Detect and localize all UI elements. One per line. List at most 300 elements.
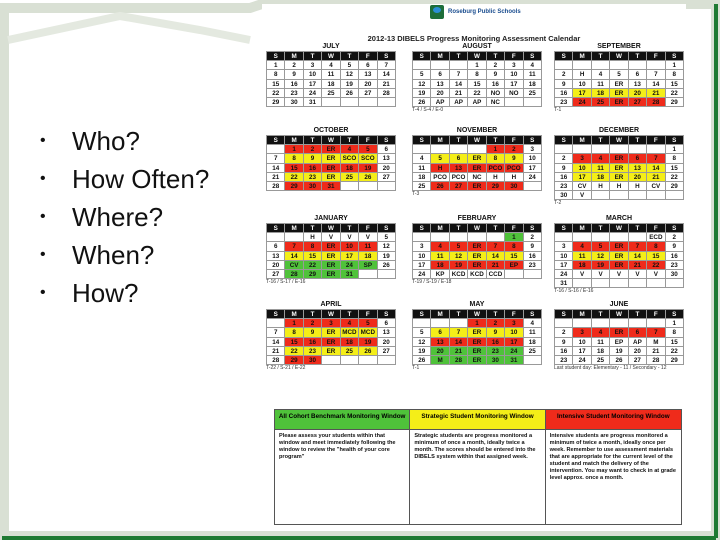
month-september: [554, 42, 684, 114]
weekday-header: T: [341, 136, 359, 145]
day-cell: 22: [285, 173, 303, 182]
weekday-header: T: [629, 52, 647, 61]
day-cell: 23: [285, 89, 303, 98]
day-cell: 29: [666, 98, 684, 107]
day-cell: 13: [359, 70, 377, 79]
day-cell: MCD: [341, 328, 359, 337]
day-cell: 17: [413, 261, 431, 270]
day-cell: [413, 145, 431, 154]
month-grid: [266, 51, 396, 107]
day-cell: 9: [524, 242, 542, 251]
day-cell: PCO: [487, 164, 505, 173]
day-cell: 11: [413, 164, 431, 173]
list-item: [40, 236, 209, 274]
weekday-header: T: [592, 136, 610, 145]
day-cell: 31: [304, 98, 322, 107]
month-note: T-22 / S-21 / E-22: [266, 365, 306, 372]
day-cell: 23: [555, 356, 573, 365]
weekday-header: S: [524, 52, 542, 61]
day-cell: [592, 233, 610, 242]
month-january: [266, 214, 396, 286]
day-cell: [413, 319, 431, 328]
day-cell: 28: [647, 98, 665, 107]
day-cell: [666, 279, 684, 288]
day-cell: 20: [267, 261, 285, 270]
day-cell: 3: [322, 319, 340, 328]
day-cell: 1: [468, 319, 486, 328]
day-cell: 5: [413, 328, 431, 337]
day-cell: [573, 61, 591, 70]
weekday-header: S: [413, 224, 431, 233]
day-cell: 27: [267, 270, 285, 279]
day-cell: 2: [487, 319, 505, 328]
day-cell: 26: [413, 98, 431, 107]
day-cell: V: [629, 270, 647, 279]
day-cell: H: [431, 164, 449, 173]
day-cell: [647, 61, 665, 70]
day-cell: [341, 98, 359, 107]
day-cell: 2: [487, 61, 505, 70]
month-name: FEBRUARY: [457, 215, 497, 222]
day-cell: 14: [487, 252, 505, 261]
month-name: MAY: [469, 301, 485, 308]
day-cell: 11: [592, 80, 610, 89]
day-cell: 21: [487, 261, 505, 270]
day-cell: 3: [555, 242, 573, 251]
day-cell: 19: [592, 261, 610, 270]
day-cell: 10: [573, 338, 591, 347]
month-note: T-16 / S-17 / E-16: [266, 279, 306, 286]
weekday-header: S: [413, 136, 431, 145]
bullet-icon: •: [40, 246, 46, 263]
day-cell: 28: [450, 356, 468, 365]
day-cell: 18: [592, 89, 610, 98]
day-cell: 8: [487, 154, 505, 163]
day-cell: [629, 319, 647, 328]
day-cell: ER: [322, 252, 340, 261]
day-cell: 9: [487, 328, 505, 337]
day-cell: [505, 270, 523, 279]
weekday-header: T: [592, 224, 610, 233]
day-cell: 27: [378, 347, 396, 356]
day-cell: 12: [592, 252, 610, 261]
day-cell: ER: [468, 242, 486, 251]
month-note: T-4 / S-4 / E-0: [412, 107, 444, 114]
day-cell: [610, 319, 628, 328]
day-cell: 12: [413, 338, 431, 347]
day-cell: 10: [304, 70, 322, 79]
day-cell: 20: [629, 347, 647, 356]
day-cell: 22: [304, 261, 322, 270]
day-cell: [610, 145, 628, 154]
day-cell: 9: [304, 154, 322, 163]
weekday-header: T: [450, 52, 468, 61]
day-cell: 23: [304, 173, 322, 182]
day-cell: 18: [592, 347, 610, 356]
day-cell: 24: [573, 98, 591, 107]
day-cell: 11: [573, 252, 591, 261]
day-cell: 23: [555, 182, 573, 191]
day-cell: 6: [431, 70, 449, 79]
day-cell: 4: [431, 242, 449, 251]
bullet-text: Who?: [72, 125, 140, 156]
day-cell: 15: [666, 80, 684, 89]
day-cell: 26: [378, 261, 396, 270]
weekday-header: M: [431, 52, 449, 61]
day-cell: 17: [573, 173, 591, 182]
day-cell: 27: [450, 182, 468, 191]
month-name: JULY: [322, 43, 340, 50]
day-cell: 4: [413, 154, 431, 163]
legend-benchmark: [275, 410, 410, 524]
weekday-header: S: [267, 310, 285, 319]
day-cell: 11: [359, 242, 377, 251]
weekday-header: S: [555, 136, 573, 145]
day-cell: 26: [359, 173, 377, 182]
day-cell: [359, 182, 377, 191]
day-cell: 29: [267, 98, 285, 107]
day-cell: 2: [304, 319, 322, 328]
weekday-header: W: [468, 310, 486, 319]
day-cell: [555, 233, 573, 242]
day-cell: [629, 191, 647, 200]
day-cell: [267, 233, 285, 242]
day-cell: 15: [666, 338, 684, 347]
day-cell: 29: [285, 356, 303, 365]
day-cell: [666, 191, 684, 200]
day-cell: H: [304, 233, 322, 242]
day-cell: V: [341, 233, 359, 242]
day-cell: 3: [413, 242, 431, 251]
day-cell: V: [573, 191, 591, 200]
day-cell: [341, 356, 359, 365]
day-cell: 21: [378, 80, 396, 89]
weekday-header: W: [610, 136, 628, 145]
day-cell: ER: [322, 164, 340, 173]
day-cell: M: [431, 356, 449, 365]
day-cell: 5: [378, 233, 396, 242]
month-name: APRIL: [320, 301, 342, 308]
day-cell: 26: [431, 182, 449, 191]
day-cell: 7: [285, 242, 303, 251]
day-cell: [378, 182, 396, 191]
day-cell: 27: [629, 356, 647, 365]
day-cell: 30: [285, 98, 303, 107]
day-cell: 5: [610, 70, 628, 79]
day-cell: 20: [431, 347, 449, 356]
day-cell: [378, 270, 396, 279]
day-cell: EP: [610, 338, 628, 347]
day-cell: [450, 319, 468, 328]
legend-title: All Cohort Benchmark Monitoring Window: [275, 410, 409, 430]
bullet-icon: •: [40, 208, 46, 225]
day-cell: 24: [573, 356, 591, 365]
day-cell: 3: [505, 319, 523, 328]
day-cell: [573, 279, 591, 288]
day-cell: ER: [610, 80, 628, 89]
weekday-header: M: [573, 310, 591, 319]
day-cell: 29: [487, 182, 505, 191]
bullet-text: When?: [72, 239, 155, 270]
day-cell: 2: [555, 328, 573, 337]
legend-text: Intensive students are progress monitored a minimum of twice a month, ideally once per week. Remember to use assessment materials that are appropriate for the current level of the student and match the delivery of the intervention. You may want to check in at grade level approx. once a month.: [549, 433, 676, 481]
day-cell: AP: [468, 98, 486, 107]
day-cell: 10: [341, 242, 359, 251]
day-cell: 16: [304, 164, 322, 173]
day-cell: 21: [450, 89, 468, 98]
day-cell: 13: [629, 164, 647, 173]
day-cell: 29: [285, 182, 303, 191]
day-cell: [629, 233, 647, 242]
day-cell: V: [359, 233, 377, 242]
day-cell: 30: [505, 182, 523, 191]
day-cell: 7: [378, 61, 396, 70]
weekday-header: T: [629, 224, 647, 233]
day-cell: 11: [524, 70, 542, 79]
weekday-header: S: [524, 224, 542, 233]
day-cell: [610, 279, 628, 288]
day-cell: 19: [610, 347, 628, 356]
weekday-header: S: [267, 136, 285, 145]
day-cell: 25: [524, 89, 542, 98]
day-cell: 30: [304, 356, 322, 365]
day-cell: 22: [285, 347, 303, 356]
day-cell: AP: [450, 98, 468, 107]
day-cell: 5: [341, 61, 359, 70]
month-june: [554, 300, 684, 372]
day-cell: NO: [487, 89, 505, 98]
day-cell: ER: [468, 252, 486, 261]
day-cell: 18: [592, 173, 610, 182]
day-cell: 8: [468, 70, 486, 79]
month-name: JUNE: [609, 301, 629, 308]
day-cell: 14: [647, 80, 665, 89]
day-cell: 8: [285, 154, 303, 163]
day-cell: NO: [505, 89, 523, 98]
day-cell: 18: [524, 80, 542, 89]
day-cell: [322, 356, 340, 365]
day-cell: [524, 270, 542, 279]
day-cell: 15: [647, 252, 665, 261]
day-cell: 23: [304, 347, 322, 356]
day-cell: 21: [267, 173, 285, 182]
day-cell: 11: [431, 252, 449, 261]
day-cell: 20: [359, 80, 377, 89]
day-cell: ER: [468, 261, 486, 270]
month-note: T-16 / S-16 / E-16: [554, 288, 594, 295]
day-cell: 23: [666, 261, 684, 270]
day-cell: ER: [322, 347, 340, 356]
day-cell: [592, 279, 610, 288]
day-cell: 10: [573, 164, 591, 173]
day-cell: 9: [555, 164, 573, 173]
day-cell: 14: [267, 338, 285, 347]
day-cell: 7: [267, 154, 285, 163]
day-cell: [524, 182, 542, 191]
day-cell: 15: [285, 164, 303, 173]
month-december: [554, 126, 684, 207]
day-cell: ER: [610, 98, 628, 107]
day-cell: [592, 145, 610, 154]
day-cell: 7: [487, 242, 505, 251]
day-cell: 1: [285, 319, 303, 328]
weekday-header: T: [450, 224, 468, 233]
day-cell: 17: [524, 164, 542, 173]
legend-text: Please assess your students within that window and meet immediately following the window to review the "health of your core program": [279, 433, 396, 460]
day-cell: 10: [505, 328, 523, 337]
day-cell: [629, 61, 647, 70]
weekday-header: T: [304, 136, 322, 145]
day-cell: 17: [505, 80, 523, 89]
month-grid: [412, 51, 542, 107]
day-cell: 16: [555, 347, 573, 356]
question-list: [40, 122, 209, 312]
day-cell: 3: [505, 61, 523, 70]
weekday-header: F: [505, 310, 523, 319]
bullet-icon: •: [40, 132, 46, 149]
day-cell: [573, 319, 591, 328]
day-cell: 19: [413, 347, 431, 356]
weekday-header: M: [431, 310, 449, 319]
weekday-header: W: [610, 52, 628, 61]
calendar-title: 2012-13 DIBELS Progress Monitoring Assessment Calendar: [367, 34, 581, 43]
day-cell: 6: [629, 70, 647, 79]
month-grid: [554, 135, 684, 200]
day-cell: 19: [450, 261, 468, 270]
month-november: [412, 126, 542, 198]
day-cell: 2: [304, 145, 322, 154]
weekday-header: T: [304, 52, 322, 61]
day-cell: 15: [285, 338, 303, 347]
day-cell: 30: [666, 270, 684, 279]
weekday-header: M: [285, 52, 303, 61]
day-cell: 24: [341, 261, 359, 270]
weekday-header: T: [450, 310, 468, 319]
day-cell: 1: [666, 145, 684, 154]
day-cell: 1: [468, 61, 486, 70]
day-cell: 31: [341, 270, 359, 279]
day-cell: 20: [378, 164, 396, 173]
day-cell: [524, 356, 542, 365]
day-cell: 4: [592, 154, 610, 163]
day-cell: 6: [450, 154, 468, 163]
day-cell: 7: [629, 242, 647, 251]
weekday-header: S: [666, 52, 684, 61]
day-cell: 23: [524, 261, 542, 270]
day-cell: 10: [555, 252, 573, 261]
day-cell: 22: [666, 347, 684, 356]
day-cell: 12: [413, 80, 431, 89]
day-cell: 6: [378, 319, 396, 328]
month-may: [412, 300, 542, 372]
day-cell: 21: [647, 173, 665, 182]
day-cell: 30: [487, 356, 505, 365]
day-cell: 22: [267, 89, 285, 98]
day-cell: NC: [487, 98, 505, 107]
weekday-header: F: [647, 52, 665, 61]
day-cell: 21: [629, 261, 647, 270]
weekday-header: F: [359, 224, 377, 233]
day-cell: 10: [413, 252, 431, 261]
day-cell: 19: [413, 89, 431, 98]
day-cell: 7: [647, 328, 665, 337]
day-cell: [359, 270, 377, 279]
day-cell: KP: [431, 270, 449, 279]
month-grid: [554, 309, 684, 365]
day-cell: 6: [267, 242, 285, 251]
day-cell: 18: [341, 338, 359, 347]
day-cell: 8: [666, 70, 684, 79]
day-cell: [322, 98, 340, 107]
day-cell: [431, 61, 449, 70]
day-cell: 28: [267, 182, 285, 191]
day-cell: 9: [666, 242, 684, 251]
day-cell: 18: [322, 80, 340, 89]
weekday-header: T: [341, 52, 359, 61]
day-cell: 6: [629, 328, 647, 337]
month-grid: [412, 223, 542, 279]
day-cell: SCO: [359, 154, 377, 163]
day-cell: ER: [322, 261, 340, 270]
day-cell: 26: [610, 356, 628, 365]
day-cell: 15: [468, 80, 486, 89]
day-cell: 24: [524, 173, 542, 182]
day-cell: PCO: [450, 173, 468, 182]
day-cell: 10: [505, 70, 523, 79]
month-name: OCTOBER: [313, 127, 349, 134]
weekday-header: S: [555, 310, 573, 319]
list-item: [40, 160, 209, 198]
legend-text: Strategic students are progress monitored a minimum of once a month, ideally twice a month. The scores should be entered into the DIBELS system within that assigned week.: [414, 433, 536, 460]
day-cell: 17: [573, 89, 591, 98]
day-cell: 19: [341, 80, 359, 89]
day-cell: ER: [610, 154, 628, 163]
day-cell: 18: [431, 261, 449, 270]
day-cell: [592, 61, 610, 70]
day-cell: 9: [505, 154, 523, 163]
day-cell: 1: [267, 61, 285, 70]
day-cell: 12: [450, 252, 468, 261]
day-cell: 7: [267, 328, 285, 337]
day-cell: 5: [431, 154, 449, 163]
legend-title: Strategic Student Monitoring Window: [410, 410, 544, 430]
day-cell: ER: [610, 328, 628, 337]
day-cell: [267, 319, 285, 328]
day-cell: 25: [524, 347, 542, 356]
weekday-header: S: [555, 224, 573, 233]
day-cell: ER: [468, 356, 486, 365]
day-cell: V: [573, 270, 591, 279]
weekday-header: F: [505, 224, 523, 233]
bullet-icon: •: [40, 170, 46, 187]
day-cell: 18: [413, 173, 431, 182]
day-cell: 22: [666, 173, 684, 182]
day-cell: 27: [359, 89, 377, 98]
day-cell: 18: [573, 261, 591, 270]
weekday-header: M: [573, 136, 591, 145]
month-august: [412, 42, 542, 114]
month-grid: [554, 51, 684, 107]
weekday-header: T: [629, 310, 647, 319]
legend-intensive: [546, 410, 681, 524]
day-cell: [647, 279, 665, 288]
day-cell: PCO: [505, 164, 523, 173]
day-cell: [555, 61, 573, 70]
weekday-header: F: [359, 52, 377, 61]
day-cell: 25: [341, 173, 359, 182]
day-cell: ER: [468, 328, 486, 337]
day-cell: ER: [322, 145, 340, 154]
